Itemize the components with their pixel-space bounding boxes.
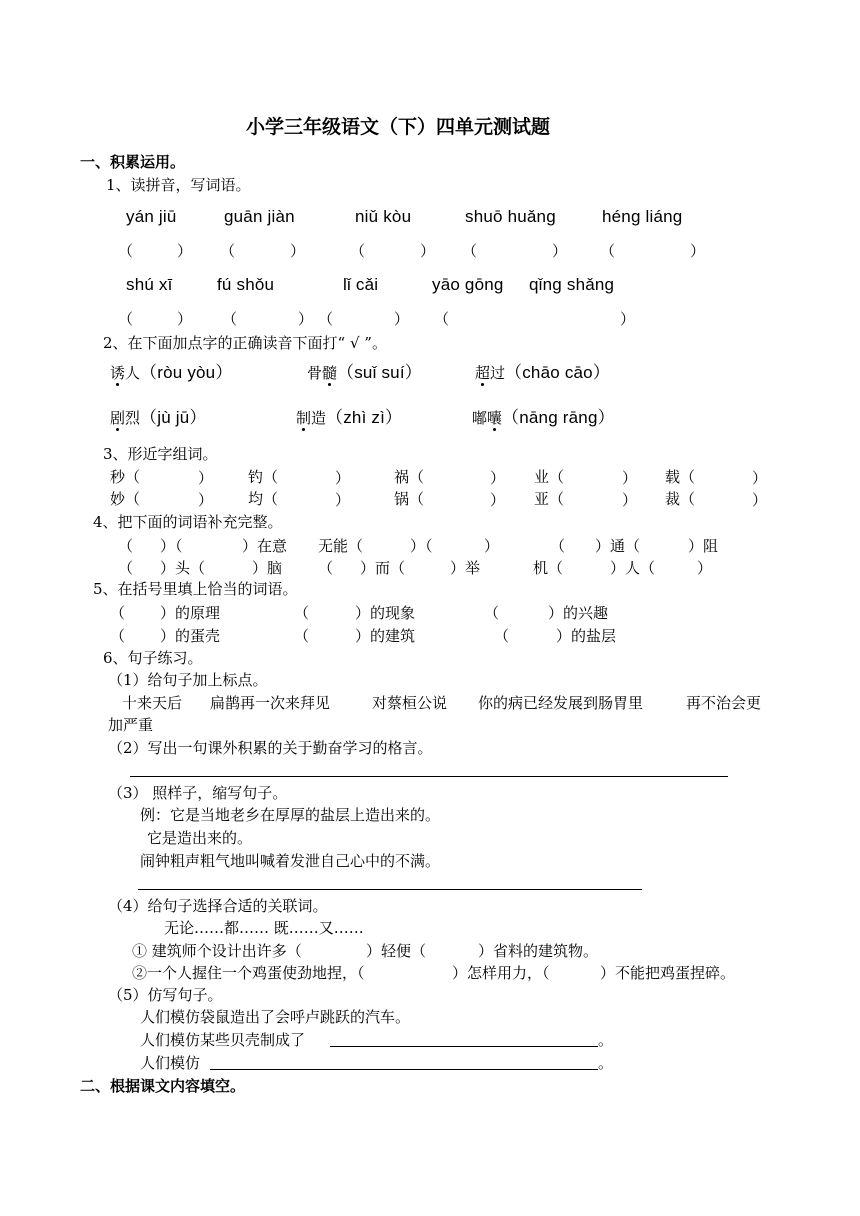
- example-text: 例：它是当地老乡在厚厚的盐层上造出来的。: [140, 806, 441, 824]
- bracket-text: 再不治会更: [686, 694, 762, 712]
- char-item: 均（: [248, 490, 279, 508]
- bracket-text: ）: [298, 310, 314, 328]
- imitation-prompt: 人们模仿: [140, 1054, 201, 1072]
- bracket-text: ）: [490, 469, 506, 487]
- sub-question-label: （1）给句子加上标点。: [108, 671, 268, 689]
- bracket-text: （: [494, 627, 510, 645]
- char-item: 妙（: [110, 490, 141, 508]
- bracket-text: ）: [290, 242, 306, 260]
- pinyin: shú xī: [126, 275, 173, 294]
- bracket-text: ）: [394, 310, 410, 328]
- bracket-text: （: [294, 604, 310, 622]
- bracket-text: ）的建筑: [355, 627, 416, 645]
- pinyin: yán jiū: [126, 207, 177, 226]
- bracket-text: ）: [752, 469, 768, 487]
- answer-line[interactable]: [330, 1046, 598, 1047]
- reading-item[interactable]: 剧烈（jù jū）: [110, 408, 207, 427]
- bracket-text: 无能（: [318, 537, 364, 555]
- bracket-text: ）的原理: [160, 604, 221, 622]
- pinyin: fú shǒu: [217, 275, 275, 294]
- bracket-text: ）: [622, 491, 638, 509]
- reading-item[interactable]: 诱人（ròu yòu）: [110, 363, 233, 382]
- char-item: 秒（: [110, 468, 141, 486]
- conjunction-options: 无论……都…… 既……又……: [164, 919, 364, 937]
- pinyin-options: （chāo cāo）: [505, 363, 611, 382]
- bracket-text: （: [434, 310, 450, 328]
- bracket-text: ）的现象: [355, 604, 416, 622]
- bracket-text: ）人（: [610, 559, 656, 577]
- dotted-char: 超: [475, 364, 491, 382]
- bracket-text: ）: [335, 491, 351, 509]
- bracket-text: ）: [198, 491, 214, 509]
- bracket-text: （: [318, 310, 334, 328]
- pinyin: héng liáng: [602, 207, 683, 226]
- pinyin-options: （suǐ suí）: [337, 363, 422, 382]
- bracket-text: 十来天后: [122, 694, 183, 712]
- question-label: 6、句子练习。: [103, 649, 203, 667]
- char-item: 裁（: [665, 490, 696, 508]
- char-item: 祸（: [394, 468, 425, 486]
- bracket-text: ）: [177, 242, 193, 260]
- question-label: 4、把下面的词语补充完整。: [93, 513, 283, 531]
- pinyin: guān jiàn: [224, 207, 295, 226]
- bracket-text: ）脑: [252, 559, 283, 577]
- answer-line[interactable]: [130, 776, 728, 777]
- bracket-text: ②一个人握住一个鸡蛋使劲地捏，（: [132, 964, 365, 982]
- dotted-char: 髓: [322, 364, 338, 382]
- pinyin-options: （zhì zì）: [326, 408, 403, 427]
- question-label: 3、形近字组词。: [103, 445, 218, 463]
- pinyin: lǐ cǎi: [343, 275, 379, 294]
- example-answer: 它是造出来的。: [147, 829, 253, 847]
- bracket-text: ）: [335, 469, 351, 487]
- char-item: 业（: [534, 468, 565, 486]
- bracket-text: （: [318, 559, 334, 577]
- question-label: 5、在括号里填上恰当的词语。: [93, 580, 298, 598]
- sub-question-label: （5）仿写句子。: [108, 986, 223, 1004]
- pinyin: yāo gōng: [432, 275, 504, 294]
- bracket-text: ）: [690, 242, 706, 260]
- bracket-text: ）: [490, 491, 506, 509]
- bracket-text: ）不能把鸡蛋捏碎。: [600, 964, 736, 982]
- bracket-text: ）省料的建筑物。: [478, 942, 599, 960]
- sub-question-label: （3） 照样子，缩写句子。: [108, 784, 288, 802]
- bracket-text: ）的蛋壳: [160, 627, 221, 645]
- bracket-text: （: [118, 242, 134, 260]
- reading-item[interactable]: 制造（zhì zì）: [296, 408, 403, 427]
- pinyin: shuō huǎng: [465, 207, 556, 226]
- pinyin: niǔ kòu: [355, 207, 412, 226]
- bracket-text: ）在意: [242, 537, 288, 555]
- pinyin-options: （jù jū）: [140, 408, 207, 427]
- answer-line[interactable]: [210, 1069, 598, 1070]
- sub-question-label: （2）写出一句课外积累的关于勤奋学习的格言。: [108, 739, 433, 757]
- section-heading: 一、积累运用。: [80, 153, 186, 171]
- dotted-char: 诱: [110, 364, 126, 382]
- bracket-text: （: [220, 242, 236, 260]
- bracket-text: ）: [752, 491, 768, 509]
- dotted-char: 制: [296, 409, 312, 427]
- bracket-text: ）（: [160, 537, 183, 555]
- dotted-char: 剧: [110, 409, 126, 427]
- bracket-text: （: [350, 242, 366, 260]
- bracket-text: ）的兴趣: [548, 604, 609, 622]
- reading-item[interactable]: 超过（chāo cāo）: [475, 363, 611, 382]
- reading-item[interactable]: 嘟囔（nāng rāng）: [472, 408, 615, 427]
- bracket-text: 你的病已经发展到肠胃里: [478, 694, 644, 712]
- bracket-text: ）举: [450, 559, 481, 577]
- bracket-text: ）: [420, 242, 436, 260]
- bracket-text: （: [118, 310, 134, 328]
- bracket-text: ）怎样用力，（: [452, 964, 550, 982]
- bracket-text: 扁鹊再一次来拜见: [210, 694, 331, 712]
- answer-line[interactable]: [138, 889, 642, 890]
- example-text: 人们模仿袋鼠造出了会呼卢跳跃的汽车。: [140, 1008, 411, 1026]
- bracket-text: 加严重: [108, 716, 154, 734]
- char-item: 钓（: [248, 468, 279, 486]
- bracket-text: （: [294, 627, 310, 645]
- bracket-text: ）轻便（: [366, 942, 427, 960]
- bracket-text: （: [484, 604, 500, 622]
- pinyin: qǐng shǎng: [529, 275, 615, 294]
- bracket-text: ）而（: [360, 559, 406, 577]
- bracket-text: （: [462, 242, 478, 260]
- char-item: 亚（: [534, 490, 565, 508]
- bracket-text: ）: [484, 537, 500, 555]
- reading-item[interactable]: 骨髓（suǐ suí）: [307, 363, 422, 382]
- bracket-text: （: [550, 537, 566, 555]
- section-heading: 二、根据课文内容填空。: [80, 1077, 246, 1095]
- bracket-text: ）: [622, 469, 638, 487]
- bracket-text: ① 建筑师个设计出许多（: [132, 942, 302, 960]
- bracket-text: （: [110, 604, 126, 622]
- bracket-text: ）: [198, 469, 214, 487]
- bracket-text: ）阻: [688, 537, 719, 555]
- bracket-text: ）头（: [160, 559, 206, 577]
- bracket-text: （: [110, 627, 126, 645]
- bracket-text: 对蔡桓公说: [372, 694, 448, 712]
- question-label: 2、在下面加点字的正确读音下面打“ √ ”。: [103, 334, 387, 352]
- bracket-text: （: [222, 310, 238, 328]
- dotted-char: 囔: [487, 409, 503, 427]
- bracket-text: ）的盐层: [556, 627, 617, 645]
- pinyin-options: （ròu yòu）: [140, 363, 233, 382]
- bracket-text: ）通（: [595, 537, 641, 555]
- bracket-text: 机（: [533, 559, 564, 577]
- page-title: 小学三年级语文（下）四单元测试题: [246, 116, 551, 138]
- question-sentence: 闹钟粗声粗气地叫喊着发泄自己心中的不满。: [140, 852, 441, 870]
- bracket-text: ）: [697, 559, 713, 577]
- bracket-text: ）: [177, 310, 193, 328]
- char-item: 锅（: [394, 490, 425, 508]
- char-item: 载（: [665, 468, 696, 486]
- bracket-text: （: [118, 537, 134, 555]
- bracket-text: ）: [620, 310, 636, 328]
- sub-question-label: （4）给句子选择合适的关联词。: [108, 897, 328, 915]
- bracket-text: ）: [552, 242, 568, 260]
- imitation-prompt: 人们模仿某些贝壳制成了: [140, 1031, 306, 1049]
- question-label: 1、读拼音，写词语。: [106, 176, 251, 194]
- bracket-text: ）（: [410, 537, 433, 555]
- pinyin-options: （nāng rāng）: [502, 408, 615, 427]
- bracket-text: （: [600, 242, 616, 260]
- bracket-text: （: [118, 559, 134, 577]
